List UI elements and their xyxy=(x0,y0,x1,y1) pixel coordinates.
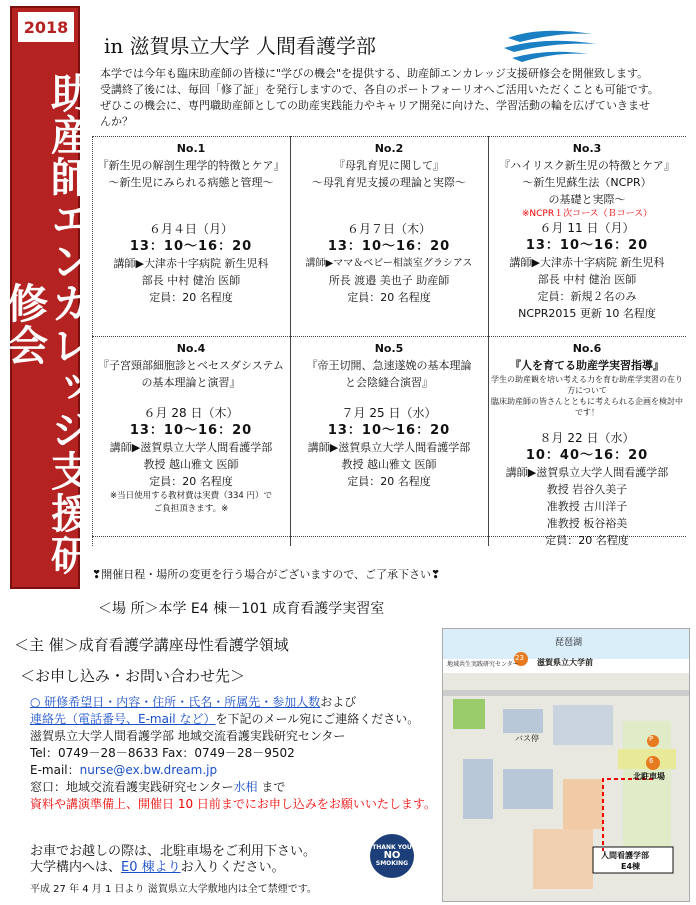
session-capacity: NCPR2015 更新 10 名程度 xyxy=(518,307,656,320)
session-subtitle: ～新生児蘇生法（NCPR） xyxy=(522,176,652,189)
intro-line: 受講終了後には、毎回「修了証」を発行しますので、各自のポートフォーリオへご活用いただくことも可能です。 xyxy=(100,83,659,96)
campus-map xyxy=(442,628,690,902)
university-logo-icon xyxy=(500,24,600,70)
session-date: ７月 25 日（水） xyxy=(341,406,437,420)
session-lecturer-name: 所長 渡邉 美也子 助産師 xyxy=(328,274,450,287)
session-subtitle: の基礎と実際～ xyxy=(548,193,626,206)
session-date: ６月 28 日（木） xyxy=(143,406,239,420)
session-title: 『人を育てる助産学実習指導』 xyxy=(510,359,664,372)
no-smoking-text: NO xyxy=(383,850,401,861)
contact-info xyxy=(30,694,440,813)
session-subtitle: ～新生児にみられる病態と管理～ xyxy=(108,176,274,189)
session-date: ６月 11 日（月） xyxy=(539,221,635,235)
session-time: 13：10～16：20 xyxy=(327,239,451,254)
session-capacity: 定員：20 名程度 xyxy=(545,534,629,547)
map-bus-stop-label: バス停 xyxy=(515,734,539,743)
session-4 xyxy=(92,340,290,516)
intro-text xyxy=(100,66,660,130)
map-nursing-building-label: 人間看護学部 xyxy=(601,851,649,860)
session-title: 『帝王切開、急速遂娩の基本理論 xyxy=(306,359,472,372)
session-1 xyxy=(92,140,290,306)
session-date: ８月 22 日（水） xyxy=(539,431,635,445)
session-capacity: 定員：新規２名のみ xyxy=(537,290,637,303)
contact-person: 水相 xyxy=(233,780,258,794)
map-center-label: 地域共生実践研究センター xyxy=(447,661,519,668)
session-6 xyxy=(488,340,686,549)
session-date: ６月７日（木） xyxy=(346,222,431,236)
session-description: 学生の助産観を培い考える力を育む助産学実習の在り方について xyxy=(491,375,683,395)
session-lecturer: 講師▶滋賀県立大学人間看護学部 xyxy=(505,466,669,479)
schedule-change-notice: ❣開催日程・場所の変更を行う場合がございますので、ご了承下さい❣ xyxy=(92,568,441,581)
session-title: 『ハイリスク新生児の特徴とケア』 xyxy=(499,159,675,172)
session-lecturer-name: 教授 岩谷久美子 xyxy=(546,483,628,496)
session-number: No.4 xyxy=(176,342,206,355)
map-marker-23: 23 xyxy=(515,654,524,662)
schedule-grid xyxy=(92,136,686,556)
session-number: No.1 xyxy=(176,142,206,155)
session-lecturer: 講師▶滋賀県立大学人間看護学部 xyxy=(109,441,273,454)
no-smoking-text: SMOKING xyxy=(375,860,409,867)
session-course-note: ※NCPR１次コース（Ｂコース） xyxy=(521,209,653,219)
map-parking-marker: P xyxy=(649,735,654,743)
session-lecturer: 講師▶ママ＆ベビー相談室グラシアス xyxy=(305,258,473,269)
map-north-parking-label: 北駐車場 xyxy=(633,772,665,781)
organizer: ＜主 催＞成育看護学講座母性看護学領域 xyxy=(14,636,289,654)
session-2 xyxy=(290,140,488,306)
contact-org: 滋賀県立大学人間看護学部 地域交流看護実践研究センター xyxy=(30,729,346,743)
apply-contact-items: 連絡先（電話番号、E-mail など） xyxy=(30,712,216,726)
session-lecturer: 講師▶大津赤十字病院 新生児科 xyxy=(113,257,269,270)
apply-required-items: ○ 研修希望日・内容・住所・氏名・所属先・参加人数 xyxy=(30,695,321,709)
session-lecturer-name: 教授 越山雅文 医師 xyxy=(143,458,239,471)
session-title: 『子宮頸部細胞診とベセスダシステム xyxy=(98,359,284,372)
session-subtitle: ～母乳育児支援の理論と実際～ xyxy=(312,176,466,189)
intro-line: 本学では今年も臨床助産師の皆様に"学びの機会"を提供する、助産師エンカレッジ支援研修会を開催致します。 xyxy=(100,67,649,80)
session-date: ６月４日（月） xyxy=(148,222,233,236)
contact-phone: Tel：0749－28－8633 Fax：0749－28－9502 xyxy=(30,746,295,760)
session-3 xyxy=(488,140,686,322)
session-title: 『母乳育児に関して』 xyxy=(334,159,444,172)
session-description: 臨床助産師の皆さんとともに考えられる企画を検討中です！ xyxy=(491,397,683,417)
map-e4-building-label: E4棟 xyxy=(621,862,641,871)
session-capacity: 定員：20 名程度 xyxy=(149,475,233,488)
no-smoking-text: THANK YOU xyxy=(372,844,412,851)
session-lecturer: 講師▶滋賀県立大学人間看護学部 xyxy=(307,441,471,454)
session-lecturer-name: 准教授 古川洋子 xyxy=(546,500,628,513)
no-smoking-icon xyxy=(370,834,414,878)
session-lecturer-name: 部長 中村 健治 医師 xyxy=(141,274,241,287)
session-time: 13：10～16：20 xyxy=(129,423,253,438)
session-lecturer-name: 部長 中村 健治 医師 xyxy=(537,273,637,286)
parking-line: 大学構内へは、 xyxy=(30,860,122,875)
session-capacity: 定員：20 名程度 xyxy=(347,291,431,304)
apply-text: を下記のメール宛にご連絡ください。 xyxy=(215,712,420,726)
session-lecturer-name: 教授 越山雅文 医師 xyxy=(341,458,437,471)
session-number: No.2 xyxy=(374,142,404,155)
banner-title: 助産師エンカレッジ支援研修会 xyxy=(0,72,92,576)
banner-year: 2018 xyxy=(18,12,74,42)
session-subtitle: の基本理論と演習』 xyxy=(141,376,241,389)
session-fee-note: ※当日使用する教材費は実費（334 円）で xyxy=(109,491,273,501)
session-number: No.6 xyxy=(572,342,602,355)
contact-window: 窓口：地域交流看護実践研究センター xyxy=(30,780,234,794)
session-subtitle: と会陰縫合演習』 xyxy=(345,376,433,389)
session-5 xyxy=(290,340,488,490)
entrance-link: E0 棟より xyxy=(121,860,181,875)
session-title: 『新生児の解剖生理学的特徴とケア』 xyxy=(97,159,285,172)
contact-window: まで xyxy=(257,780,286,794)
session-fee-note: ご負担頂きます。※ xyxy=(153,504,229,514)
session-time: 13：10～16：20 xyxy=(327,423,451,438)
map-station-label: 滋賀県立大学前 xyxy=(537,658,593,667)
title-banner xyxy=(0,6,92,589)
venue-place: ＜場 所＞本学 E4 棟－101 成育看護学実習室 xyxy=(98,601,385,617)
session-lecturer-name: 准教授 板谷裕美 xyxy=(546,517,628,530)
apply-text: および xyxy=(320,695,357,709)
session-capacity: 定員：20 名程度 xyxy=(149,291,233,304)
map-lake-label: 琵琶湖 xyxy=(555,638,583,648)
email-label: E-mail： xyxy=(30,763,80,777)
session-time: 13：10～16：20 xyxy=(525,238,649,253)
session-number: No.3 xyxy=(572,142,602,155)
session-capacity: 定員：20 名程度 xyxy=(347,475,431,488)
session-time: 10：40～16：20 xyxy=(525,448,649,463)
parking-line: お車でお越しの際は、北駐車場をご利用下さい。 xyxy=(30,844,317,859)
contact-heading: ＜お申し込み・お問い合わせ先＞ xyxy=(20,667,246,685)
deadline-notice: 資料や講演準備上、開催日 10 日前までにお申し込みをお願いいたします。 xyxy=(30,797,436,811)
session-time: 13：10～16：20 xyxy=(129,239,253,254)
venue-title: in 滋賀県立大学 人間看護学部 xyxy=(104,34,376,58)
session-lecturer: 講師▶大津赤十字病院 新生児科 xyxy=(509,256,665,269)
parking-line: お入りください。 xyxy=(180,860,285,875)
session-number: No.5 xyxy=(374,342,404,355)
smoking-ban-notice: 平成 27 年 4 月 1 日より 滋賀県立大学敷地内は全て禁煙です。 xyxy=(30,884,317,895)
map-marker-6: 6 xyxy=(649,757,654,765)
intro-line: ぜひこの機会に、専門職助産師としての助産実践能力やキャリア開発に向けた、学習活動の輪を広げていきませんか？ xyxy=(100,99,650,128)
campus-map-drawing xyxy=(443,629,690,902)
email-link[interactable]: nurse@ex.bw.dream.jp xyxy=(79,763,218,777)
